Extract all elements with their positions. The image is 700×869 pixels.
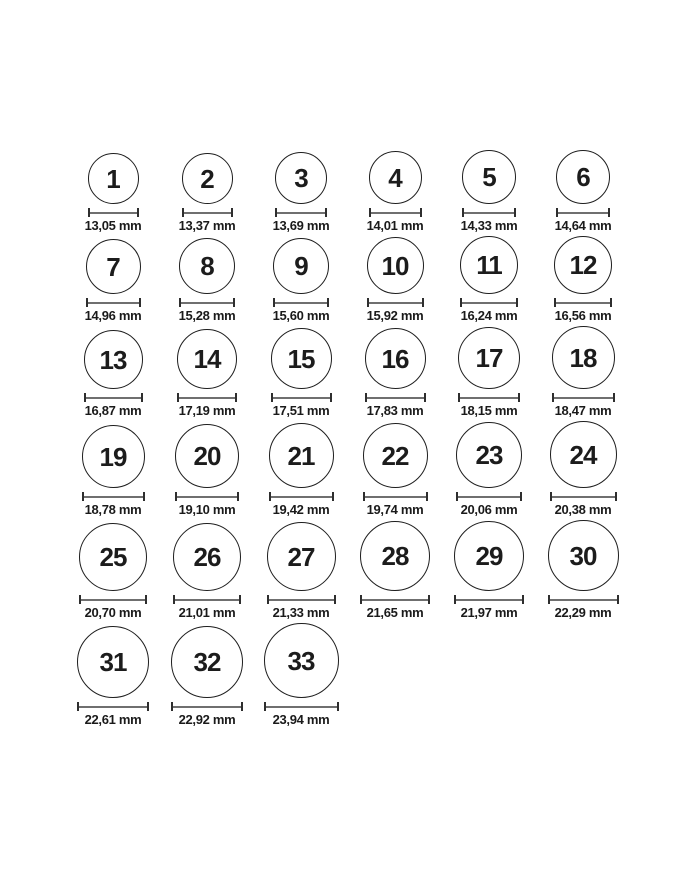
diameter-measure-line xyxy=(182,208,233,217)
diameter-label: 17,51 mm xyxy=(272,403,330,418)
ring-size-item xyxy=(348,423,442,517)
ring-circle xyxy=(77,626,149,698)
diameter-label: 21,01 mm xyxy=(178,605,236,620)
diameter-measure-line xyxy=(173,595,241,604)
diameter-label: 13,37 mm xyxy=(178,218,236,233)
diameter-measure-line xyxy=(275,208,327,217)
diameter-measure-line xyxy=(462,208,516,217)
ring-size-number: 5 xyxy=(482,162,496,192)
ring-size-number: 31 xyxy=(99,647,127,677)
ring-size-row xyxy=(66,623,630,727)
ring-size-item xyxy=(160,626,254,727)
ring-size-number: 12 xyxy=(569,250,597,280)
diameter-measure-line xyxy=(82,492,145,501)
ring-size-item xyxy=(348,237,442,323)
ring-size-number: 32 xyxy=(193,647,221,677)
ring-size-number: 27 xyxy=(287,541,315,572)
ring-size-number: 24 xyxy=(569,439,597,470)
ring-circle xyxy=(550,421,617,488)
ring-circle xyxy=(269,423,334,488)
ring-size-item xyxy=(66,626,160,727)
ring-size-number: 30 xyxy=(569,540,597,571)
diameter-label: 13,69 mm xyxy=(272,218,330,233)
diameter-measure-line xyxy=(77,702,149,711)
ring-size-item xyxy=(442,236,536,323)
ring-size-item xyxy=(536,236,630,323)
diameter-label: 19,10 mm xyxy=(178,502,236,517)
ring-size-chart xyxy=(66,150,630,730)
ring-circle xyxy=(84,330,143,389)
diameter-label: 15,92 mm xyxy=(366,308,424,323)
ring-size-number: 26 xyxy=(193,542,221,572)
ring-size-item xyxy=(66,425,160,517)
diameter-measure-line xyxy=(360,595,430,604)
ring-circle xyxy=(458,327,520,389)
diameter-label: 19,74 mm xyxy=(366,502,424,517)
ring-size-number: 22 xyxy=(381,440,409,471)
diameter-measure-line xyxy=(84,393,143,402)
ring-size-item xyxy=(160,424,254,517)
diameter-label: 23,94 mm xyxy=(272,712,330,727)
diameter-label: 17,83 mm xyxy=(366,403,424,418)
ring-size-number: 8 xyxy=(200,251,214,281)
ring-size-number: 25 xyxy=(99,542,127,572)
diameter-measure-line xyxy=(269,492,334,501)
ring-size-number: 13 xyxy=(99,344,127,375)
diameter-label: 14,96 mm xyxy=(84,308,142,323)
ring-circle xyxy=(179,238,235,294)
ring-circle xyxy=(171,626,243,698)
ring-circle xyxy=(271,328,332,389)
ring-size-item xyxy=(536,150,630,233)
ring-size-number: 4 xyxy=(388,162,402,193)
diameter-label: 18,47 mm xyxy=(554,403,612,418)
ring-size-number: 16 xyxy=(381,343,409,374)
ring-size-number: 23 xyxy=(475,440,503,470)
ring-circle xyxy=(182,153,233,204)
ring-size-item xyxy=(160,329,254,418)
ring-size-item xyxy=(536,421,630,517)
diameter-measure-line xyxy=(267,595,336,604)
diameter-measure-line xyxy=(363,492,428,501)
ring-circle xyxy=(267,522,336,591)
diameter-label: 16,24 mm xyxy=(460,308,518,323)
diameter-label: 13,05 mm xyxy=(84,218,142,233)
ring-size-number: 17 xyxy=(475,343,503,373)
ring-size-item xyxy=(254,423,348,517)
ring-size-item xyxy=(442,422,536,517)
diameter-measure-line xyxy=(273,298,329,307)
ring-circle xyxy=(552,326,615,389)
ring-size-row xyxy=(66,150,630,233)
diameter-measure-line xyxy=(79,595,147,604)
diameter-label: 14,01 mm xyxy=(366,218,424,233)
ring-size-item xyxy=(254,522,348,620)
ring-circle xyxy=(79,523,147,591)
ring-size-item xyxy=(66,330,160,418)
ring-circle xyxy=(360,521,430,591)
diameter-measure-line xyxy=(369,208,422,217)
diameter-measure-line xyxy=(550,492,617,501)
ring-size-item xyxy=(66,523,160,620)
ring-size-number: 1 xyxy=(106,163,120,194)
ring-size-item xyxy=(442,150,536,233)
diameter-measure-line xyxy=(458,393,520,402)
diameter-label: 19,42 mm xyxy=(272,502,330,517)
ring-size-number: 20 xyxy=(193,441,221,471)
ring-circle xyxy=(454,521,524,591)
diameter-label: 14,64 mm xyxy=(554,218,612,233)
diameter-measure-line xyxy=(548,595,619,604)
ring-size-number: 15 xyxy=(287,343,315,374)
ring-circle xyxy=(275,152,327,204)
diameter-measure-line xyxy=(271,393,332,402)
ring-size-number: 18 xyxy=(569,342,597,373)
ring-size-number: 11 xyxy=(476,250,502,280)
ring-size-item xyxy=(254,328,348,418)
diameter-measure-line xyxy=(365,393,426,402)
ring-circle xyxy=(175,424,239,488)
diameter-label: 16,56 mm xyxy=(554,308,612,323)
diameter-label: 17,19 mm xyxy=(178,403,236,418)
ring-size-number: 10 xyxy=(381,250,409,281)
diameter-label: 20,70 mm xyxy=(84,605,142,620)
ring-circle xyxy=(273,238,329,294)
ring-circle xyxy=(456,422,522,488)
ring-size-item xyxy=(66,239,160,323)
diameter-label: 15,28 mm xyxy=(178,308,236,323)
diameter-measure-line xyxy=(264,702,339,711)
diameter-measure-line xyxy=(179,298,235,307)
diameter-measure-line xyxy=(88,208,139,217)
ring-circle xyxy=(177,329,237,389)
ring-size-number: 7 xyxy=(106,251,120,282)
ring-size-number: 29 xyxy=(475,541,503,571)
ring-circle xyxy=(556,150,610,204)
diameter-label: 20,06 mm xyxy=(460,502,518,517)
ring-circle xyxy=(173,523,241,591)
ring-size-row xyxy=(66,520,630,620)
diameter-measure-line xyxy=(460,298,518,307)
ring-size-item xyxy=(536,520,630,620)
diameter-measure-line xyxy=(454,595,524,604)
ring-size-item xyxy=(160,153,254,233)
ring-size-number: 9 xyxy=(294,251,308,281)
ring-circle xyxy=(86,239,141,294)
ring-circle xyxy=(367,237,424,294)
ring-size-item xyxy=(160,238,254,323)
ring-circle xyxy=(365,328,426,389)
ring-circle xyxy=(548,520,619,591)
diameter-measure-line xyxy=(171,702,243,711)
diameter-measure-line xyxy=(552,393,615,402)
ring-size-number: 6 xyxy=(576,162,590,192)
ring-circle xyxy=(88,153,139,204)
diameter-label: 22,29 mm xyxy=(554,605,612,620)
diameter-label: 21,33 mm xyxy=(272,605,330,620)
diameter-measure-line xyxy=(554,298,612,307)
ring-circle xyxy=(264,623,339,698)
ring-size-number: 2 xyxy=(200,163,214,194)
diameter-measure-line xyxy=(556,208,610,217)
ring-size-item xyxy=(442,521,536,620)
diameter-measure-line xyxy=(86,298,141,307)
ring-size-row xyxy=(66,236,630,323)
diameter-label: 21,65 mm xyxy=(366,605,424,620)
ring-size-number: 3 xyxy=(294,163,308,193)
ring-size-number: 14 xyxy=(193,344,221,374)
ring-size-item xyxy=(160,523,254,620)
diameter-label: 15,60 mm xyxy=(272,308,330,323)
diameter-label: 16,87 mm xyxy=(84,403,142,418)
ring-size-item xyxy=(254,238,348,323)
ring-circle xyxy=(82,425,145,488)
ring-size-number: 33 xyxy=(287,645,315,676)
ring-size-item xyxy=(254,152,348,233)
ring-size-item xyxy=(348,151,442,233)
diameter-label: 18,15 mm xyxy=(460,403,518,418)
ring-size-item xyxy=(536,326,630,418)
ring-size-number: 19 xyxy=(99,441,127,472)
ring-size-item xyxy=(348,328,442,418)
diameter-label: 22,61 mm xyxy=(84,712,142,727)
diameter-measure-line xyxy=(456,492,522,501)
ring-size-number: 21 xyxy=(287,440,315,471)
ring-size-item xyxy=(442,327,536,418)
diameter-label: 20,38 mm xyxy=(554,502,612,517)
ring-size-item xyxy=(348,521,442,620)
ring-size-number: 28 xyxy=(381,541,409,571)
ring-circle xyxy=(363,423,428,488)
diameter-measure-line xyxy=(367,298,424,307)
diameter-label: 14,33 mm xyxy=(460,218,518,233)
ring-size-item xyxy=(66,153,160,233)
ring-size-item xyxy=(254,623,348,727)
diameter-measure-line xyxy=(177,393,237,402)
ring-size-row xyxy=(66,326,630,418)
ring-circle xyxy=(462,150,516,204)
ring-circle xyxy=(369,151,422,204)
ring-circle xyxy=(554,236,612,294)
diameter-label: 21,97 mm xyxy=(460,605,518,620)
ring-size-row xyxy=(66,421,630,517)
diameter-label: 18,78 mm xyxy=(84,502,142,517)
diameter-label: 22,92 mm xyxy=(178,712,236,727)
ring-circle xyxy=(460,236,518,294)
diameter-measure-line xyxy=(175,492,239,501)
